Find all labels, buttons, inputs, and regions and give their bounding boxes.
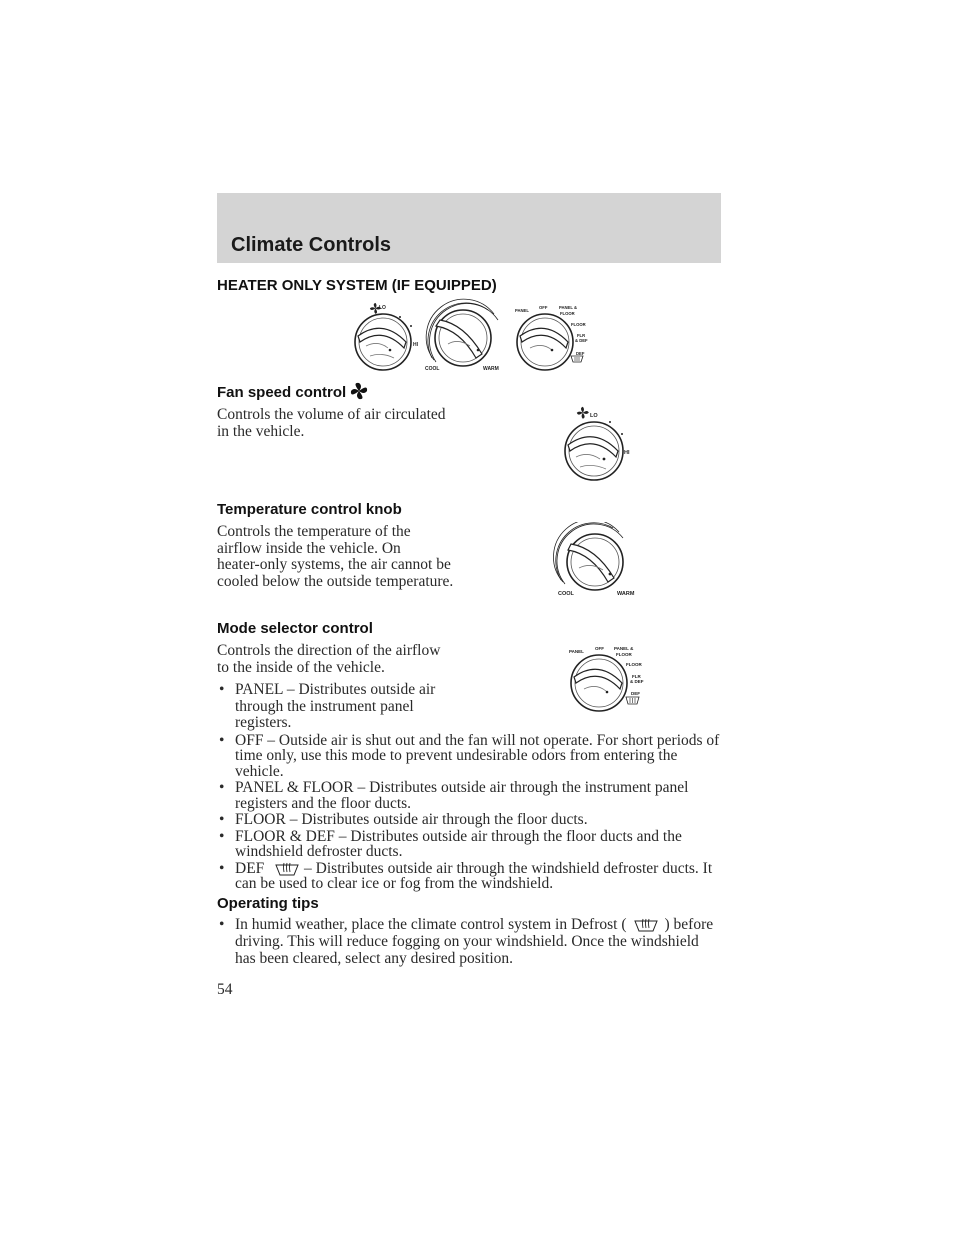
- tips-heading: Operating tips: [217, 895, 319, 912]
- bullet-def-prefix: DEF: [235, 859, 265, 877]
- list-item: [217, 861, 722, 892]
- fan-knob-small: [355, 303, 412, 370]
- fan-heading: [217, 382, 368, 401]
- temperature-line4: cooled below the outside temperature.: [217, 572, 454, 590]
- mode-off-label: OFF: [539, 305, 548, 310]
- tips-bullet-prefix: In humid weather, place the climate control system in Defrost (: [235, 916, 627, 933]
- mode-bullet-list: [217, 682, 722, 893]
- page-title: Climate Controls: [231, 234, 392, 256]
- mode-panel-label: PANEL: [569, 649, 584, 654]
- bullet-def-rest: – Distributes outside air through the windshield defroster ducts. It can be used to clear ice or fog from the windshield.: [235, 859, 713, 892]
- fan-icon: [577, 407, 589, 419]
- mode-heading: Mode selector control: [217, 620, 373, 637]
- tips-bullet-rest: before driving. This will reduce fogging on your windshield. Once the windshield has been cleared, select any desired position.: [235, 916, 714, 967]
- mode-panel-label: PANEL: [515, 308, 529, 313]
- mode-panel-floor-label-1: PANEL &: [614, 646, 634, 651]
- mode-def-label: DEF: [576, 351, 585, 356]
- list-item: • PANEL & FLOOR – Distributes outside air through the instrument panel registers and the floor ducts.: [217, 780, 722, 811]
- defrost-icon: [274, 862, 300, 876]
- controls-illustration-svg: [348, 298, 598, 378]
- fan-knob-illustration: [558, 405, 638, 483]
- mode-off-label: OFF: [595, 646, 604, 651]
- list-item: • FLOOR – Distributes outside air through the floor ducts.: [217, 812, 722, 828]
- temperature-knob-illustration: [553, 522, 643, 600]
- fan-lo-label: LO: [590, 413, 598, 419]
- temp-cool-label: COOL: [425, 366, 440, 372]
- mode-floor-label: FLOOR: [626, 662, 642, 667]
- fan-description: [217, 407, 446, 440]
- fan-hi-label: HI: [624, 450, 630, 456]
- fan-lo-label: LO: [379, 305, 386, 311]
- mode-floor-label: FLOOR: [571, 322, 586, 327]
- controls-illustration: [348, 298, 598, 378]
- fan-icon: [350, 382, 368, 400]
- mode-flr-def-label-2: & DEF: [630, 679, 644, 684]
- mode-def-label: DEF: [631, 691, 640, 696]
- tips-bullet-suffix: ): [664, 916, 670, 933]
- temperature-description: [217, 524, 453, 590]
- header-band: [217, 193, 721, 263]
- bullet-panel-line3: registers.: [235, 714, 292, 731]
- fan-text-line1: Controls the volume of air circulated: [217, 406, 446, 423]
- mode-flr-def-label-2: & DEF: [575, 338, 588, 343]
- list-item: [217, 682, 465, 732]
- defrost-icon: [571, 356, 583, 362]
- mode-panel-floor-label-2: FLOOR: [616, 652, 632, 657]
- bullet-panel-line2: through the instrument panel: [235, 697, 414, 715]
- mode-flr-def-label-1: FLR: [632, 674, 641, 679]
- temp-knob-small: [426, 299, 498, 366]
- mode-line2: to the inside of the vehicle.: [217, 658, 385, 676]
- defrost-icon: [633, 918, 659, 932]
- mode-flr-def-label-1: FLR: [577, 333, 586, 338]
- tips-bullet-list: [217, 916, 722, 968]
- fan-hi-label: HI: [413, 342, 418, 348]
- mode-line1: Controls the direction of the airflow: [217, 642, 441, 659]
- section-heading: HEATER ONLY SYSTEM (IF EQUIPPED): [217, 277, 497, 294]
- mode-panel-floor-label-2: FLOOR: [560, 311, 575, 316]
- temperature-knob-svg: [553, 522, 643, 600]
- bullet-panel-line1: PANEL – Distributes outside air: [235, 681, 436, 698]
- list-item: [217, 916, 722, 967]
- list-item: • FLOOR & DEF – Distributes outside air through the floor ducts and the windshield defroster ducts.: [217, 829, 722, 860]
- temperature-line3: heater-only systems, the air cannot be: [217, 556, 451, 573]
- fan-knob-svg: [558, 405, 638, 483]
- fan-heading-text: Fan speed control: [217, 384, 347, 401]
- temperature-line2: airflow inside the vehicle. On: [217, 539, 401, 557]
- temp-warm-label: WARM: [617, 591, 635, 597]
- mode-description: [217, 643, 440, 676]
- temperature-heading: Temperature control knob: [217, 501, 402, 518]
- page-number: 54: [217, 981, 233, 998]
- temp-cool-label: COOL: [558, 591, 574, 597]
- temperature-line1: Controls the temperature of the: [217, 523, 411, 540]
- mode-panel-floor-label-1: PANEL &: [559, 305, 577, 310]
- fan-text-line2: in the vehicle.: [217, 422, 305, 440]
- temp-warm-label: WARM: [483, 366, 499, 372]
- list-item: • OFF – Outside air is shut out and the fan will not operate. For short periods of time only, use this mode to prevent undesirable odors from entering the vehicle.: [217, 733, 722, 780]
